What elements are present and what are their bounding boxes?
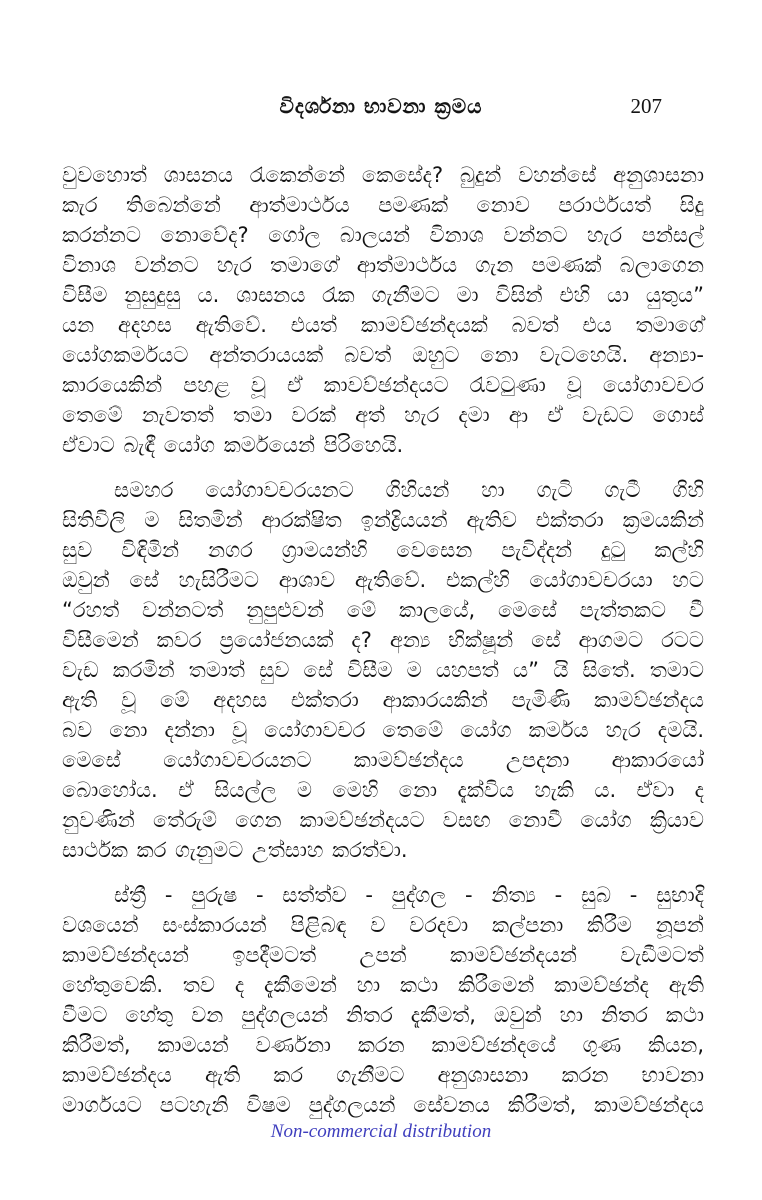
text-line: විනාශ වන්නට හැර තමාගේ ආත්මාර්ථය ගැන පමණක් බලාගෙන	[62, 253, 704, 277]
text-line: මාර්ගයට පටහැනි විෂම පුද්ගලයන් සේවනය කිරීමත්, කාමව්ඡන්දය	[62, 1093, 704, 1117]
text-line: කාමව්ඡන්දය ඇති කර ගැනීමට අනුශාසනා කරන භාවනා	[62, 1063, 704, 1087]
text-line: කාමව්ඡන්දයන් ඉපදීමටත් උපන් කාමව්ඡන්දයන් වැඩීමටත්	[62, 943, 704, 967]
text-line: ස්ත්‍රී - පුරුෂ - සත්ත්ව - පුද්ගල - නිත්‍ය - සුබ - සුභාදි	[114, 883, 704, 907]
text-line: කැර තිබෙන්නේ ආත්මාර්ථය පමණක් නොව පරාර්ථයත් සිදු	[62, 193, 704, 217]
text-line: බොහෝය. ඒ සියල්ල ම මෙහි නො දැක්විය හැකි ය. ඒවා ද	[62, 778, 704, 802]
text-line: විසීමෙන් කවර ප්‍රයෝජනයක් ද? අන්‍ය භික්ෂූන් සේ ආගමට රටට	[62, 628, 704, 652]
text-line: වශයෙන් සංස්කාරයන් පිළිබඳ ව වරදවා කල්පනා කිරීම නූපන්	[62, 913, 704, 937]
text-line: “රහත් වන්නටත් නුපුළුවන් මේ කාලයේ, මෙසේ පැත්තකට වී	[62, 598, 704, 622]
text-line: විසීම නුසුදුසු ය. ශාසනය රැක ගැනීමට මා විසින් එහි යා යුතුය”	[62, 283, 704, 307]
text-line: ඔවුන් සේ හැසිරීමට ආශාව ඇතිවේ. එකල්හි යෝගාවචරයා හට	[62, 568, 704, 592]
text-line: සමහර යෝගාවචරයනට ගිහියන් හා ගැටි ගැටී ගිහි	[114, 478, 704, 502]
page-number: 207	[630, 94, 662, 118]
paragraph-1	[62, 160, 704, 460]
text-line: නුවණින් තේරුම් ගෙන කාමව්ඡන්දයට වසඟ නොවී යෝග ක්‍රියාව	[62, 808, 704, 832]
text-line: ඒවාට බැඳී යෝග කර්මයෙන් පිරිහෙයි.	[62, 433, 404, 457]
text-line: සිතිවිලි ම සිතමින් ආරක්ෂිත ඉන්ද්‍රියයන් ඇතිව එක්තරා ක්‍රමයකින්	[62, 508, 704, 532]
footer-notice: Non-commercial distribution	[270, 1121, 492, 1142]
page-title: විදර්ශනා භාවනා ක්‍රමය	[279, 94, 483, 118]
text-line: වැඩ කරමින් තමාත් සුව සේ විසීම ම යහපත් ය” යි සිතේ. තමාට	[62, 658, 704, 682]
text-line: කිරීමත්, කාමයන් වර්ණනා කරන කාමව්ඡන්දයේ ගුණ කියන,	[62, 1033, 704, 1057]
text-line: සුව විඳිමින් නගර ග්‍රාමයන්හි වෙසෙන පැවිද්දන් දුටු කල්හි	[62, 538, 704, 562]
text-line: වීමට හේතු වන පුද්ගලයන් නිතර දැකීමත්, ඔවුන් හා නිතර කථා	[62, 1003, 704, 1027]
text-line: කාරයෙකින් පහළ වූ ඒ කාවව්ඡන්දයට රැවටුණා වූ යෝගාවචර	[62, 373, 704, 397]
text-line: වුවහොත් ශාසනය රැකෙන්නේ කෙසේද? බුදුන් වහන්සේ අනුශාසනා	[62, 163, 704, 187]
text-line: බව නො දන්නා වූ යෝගාවචර තෙමේ යෝග කර්මය හැර දමයි.	[62, 718, 704, 742]
text-line: හේතුවෙකි. තව ද දැකීමෙන් හා කථා කිරීමෙන් කාමව්ඡන්ද ඇති	[62, 973, 704, 997]
text-line: තෙමේ නැවතත් තමා වරක් අත් හැර දමා ආ ඒ වැඩට ගොස්	[62, 403, 704, 427]
text-line: සාර්ථක කර ගැනුමට උත්සාහ කරත්වා.	[62, 838, 408, 862]
text-line: යන අදහස ඇතිවේ. එයත් කාමව්ඡන්දයක් බවත් එය තමාගේ	[62, 313, 704, 337]
text-line: ඇති වූ මේ අදහස එක්තරා ආකාරයකින් පැමිණි කාමව්ඡන්දය	[62, 688, 704, 712]
text-line: කරන්නට නොවේද? ගෝල බාලයන් විනාශ වන්නට හැර පන්සල්	[62, 223, 704, 247]
paragraph-2	[62, 475, 704, 865]
text-line: යෝගකර්මයට අන්තරායයක් බවත් ඔහුට නො වැටහෙයි. අන්‍යා-	[62, 343, 704, 367]
page-footer	[0, 1121, 762, 1143]
text-line: මෙසේ යෝගාවචරයනට කාමව්ඡන්දය උපදනා ආකාරයෝ	[62, 748, 704, 772]
page-body	[62, 160, 704, 1120]
paragraph-3	[62, 880, 704, 1120]
page-header	[62, 94, 700, 126]
